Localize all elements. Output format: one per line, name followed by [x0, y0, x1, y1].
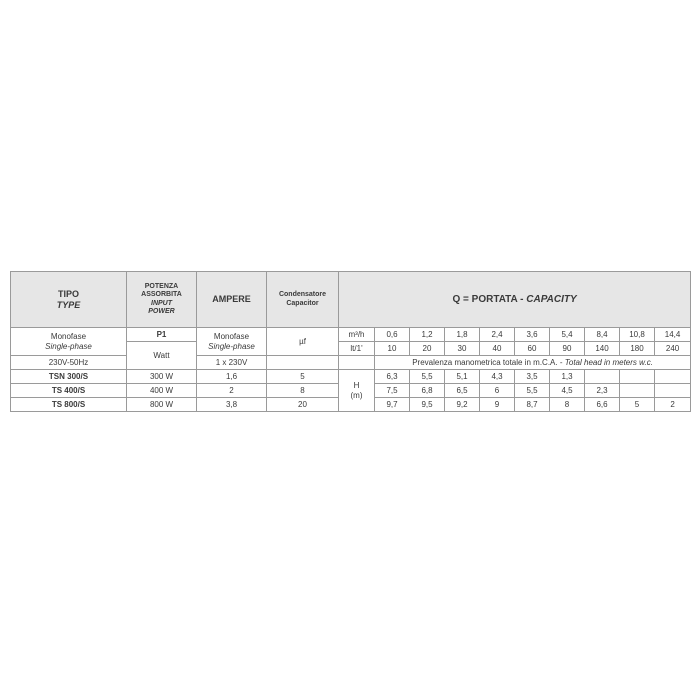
empty-cell [339, 356, 375, 370]
model-capacitor: 8 [267, 384, 339, 398]
head-cell: 6,5 [445, 384, 480, 398]
model-ampere: 1,6 [197, 370, 267, 384]
tipo-label: TIPO [57, 289, 79, 300]
model-power: 400 W [127, 384, 197, 398]
phase-label: Monofase [50, 332, 87, 342]
head-cell: 8 [550, 398, 585, 412]
m3h-unit: m³/h [339, 328, 375, 342]
flow-m3h-cell: 5,4 [550, 328, 585, 342]
lmin-unit: lt/1' [339, 342, 375, 356]
head-cell: 7,5 [375, 384, 410, 398]
model-row [11, 370, 691, 384]
flow-lmin-cell: 90 [550, 342, 585, 356]
head-unit-meters: (m) [350, 390, 363, 400]
capacitor-label-2: Capacitor [286, 299, 319, 307]
head-cell [620, 384, 655, 398]
capacity-header [339, 272, 691, 328]
model-capacitor: 5 [267, 370, 339, 384]
head-cell: 6 [480, 384, 515, 398]
phase-label-en: Single-phase [45, 341, 92, 351]
flow-m3h-cell: 8,4 [585, 328, 620, 342]
head-cell: 5 [620, 398, 655, 412]
flow-lmin-cell: 60 [515, 342, 550, 356]
head-cell: 6,3 [375, 370, 410, 384]
head-cell: 1,3 [550, 370, 585, 384]
head-note-en: Total head in meters w.c. [564, 357, 653, 367]
head-cell: 9,2 [445, 398, 480, 412]
pump-spec-table [10, 271, 691, 412]
ampere-header: AMPERE [197, 272, 267, 328]
flow-m3h-cell: 1,8 [445, 328, 480, 342]
head-unit-cell [339, 370, 375, 412]
model-name: TSN 300/S [11, 370, 127, 384]
head-cell: 9,5 [410, 398, 445, 412]
head-cell: 5,5 [410, 370, 445, 384]
amp-phase-label-en: Single-phase [208, 341, 255, 351]
power-header [127, 272, 197, 328]
flow-lmin-cell: 10 [375, 342, 410, 356]
head-cell: 3,5 [515, 370, 550, 384]
model-ampere: 2 [197, 384, 267, 398]
head-cell [655, 370, 691, 384]
head-cell: 6,6 [585, 398, 620, 412]
flow-m3h-cell: 3,6 [515, 328, 550, 342]
flow-m3h-cell: 1,2 [410, 328, 445, 342]
model-ampere: 3,8 [197, 398, 267, 412]
head-cell [655, 384, 691, 398]
flow-lmin-cell: 40 [480, 342, 515, 356]
watt-cell: Watt [127, 342, 197, 370]
head-note-it: Prevalenza manometrica totale in m.C.A. - [412, 357, 565, 367]
head-cell [620, 370, 655, 384]
head-cell: 6,8 [410, 384, 445, 398]
amp-phase-label: Monofase [213, 332, 250, 342]
flow-lmin-cell: 180 [620, 342, 655, 356]
type-label: TYPE [56, 299, 81, 310]
model-name: TS 800/S [11, 398, 127, 412]
amp-voltage-cell: 1 x 230V [197, 356, 267, 370]
uf-cell: µf [267, 328, 339, 356]
power-label-4: POWER [148, 307, 175, 315]
head-cell: 9 [480, 398, 515, 412]
flow-m3h-cell: 10,8 [620, 328, 655, 342]
flow-lmin-cell: 30 [445, 342, 480, 356]
head-cell [585, 370, 620, 384]
flow-lmin-cell: 140 [585, 342, 620, 356]
model-power: 800 W [127, 398, 197, 412]
voltage-row [11, 356, 691, 370]
flow-m3h-row [11, 328, 691, 342]
head-unit-label: H [353, 381, 360, 391]
head-cell: 5,1 [445, 370, 480, 384]
power-label-3: INPUT [151, 299, 172, 307]
head-cell: 2,3 [585, 384, 620, 398]
head-note-cell [375, 356, 691, 370]
model-power: 300 W [127, 370, 197, 384]
phase-cell [11, 328, 127, 356]
head-cell: 4,5 [550, 384, 585, 398]
capacitor-header [267, 272, 339, 328]
head-cell: 5,5 [515, 384, 550, 398]
flow-m3h-cell: 2,4 [480, 328, 515, 342]
capacity-label-en: CAPACITY [526, 293, 577, 305]
p1-cell: P1 [127, 328, 197, 342]
voltage-cell: 230V-50Hz [11, 356, 127, 370]
header-row [11, 272, 691, 328]
head-cell: 8,7 [515, 398, 550, 412]
power-label-1: POTENZA [144, 283, 179, 291]
flow-lmin-cell: 240 [655, 342, 691, 356]
capacitor-label-1: Condensatore [278, 291, 327, 299]
flow-m3h-cell: 14,4 [655, 328, 691, 342]
empty-cell [267, 356, 339, 370]
model-name: TS 400/S [11, 384, 127, 398]
flow-lmin-cell: 20 [410, 342, 445, 356]
power-label-2: ASSORBITA [141, 291, 182, 299]
flow-m3h-cell: 0,6 [375, 328, 410, 342]
tipo-header [11, 272, 127, 328]
head-cell: 2 [655, 398, 691, 412]
model-capacitor: 20 [267, 398, 339, 412]
capacity-label: Q = PORTATA - [452, 293, 527, 305]
head-cell: 4,3 [480, 370, 515, 384]
head-cell: 9,7 [375, 398, 410, 412]
amp-phase-cell [197, 328, 267, 356]
